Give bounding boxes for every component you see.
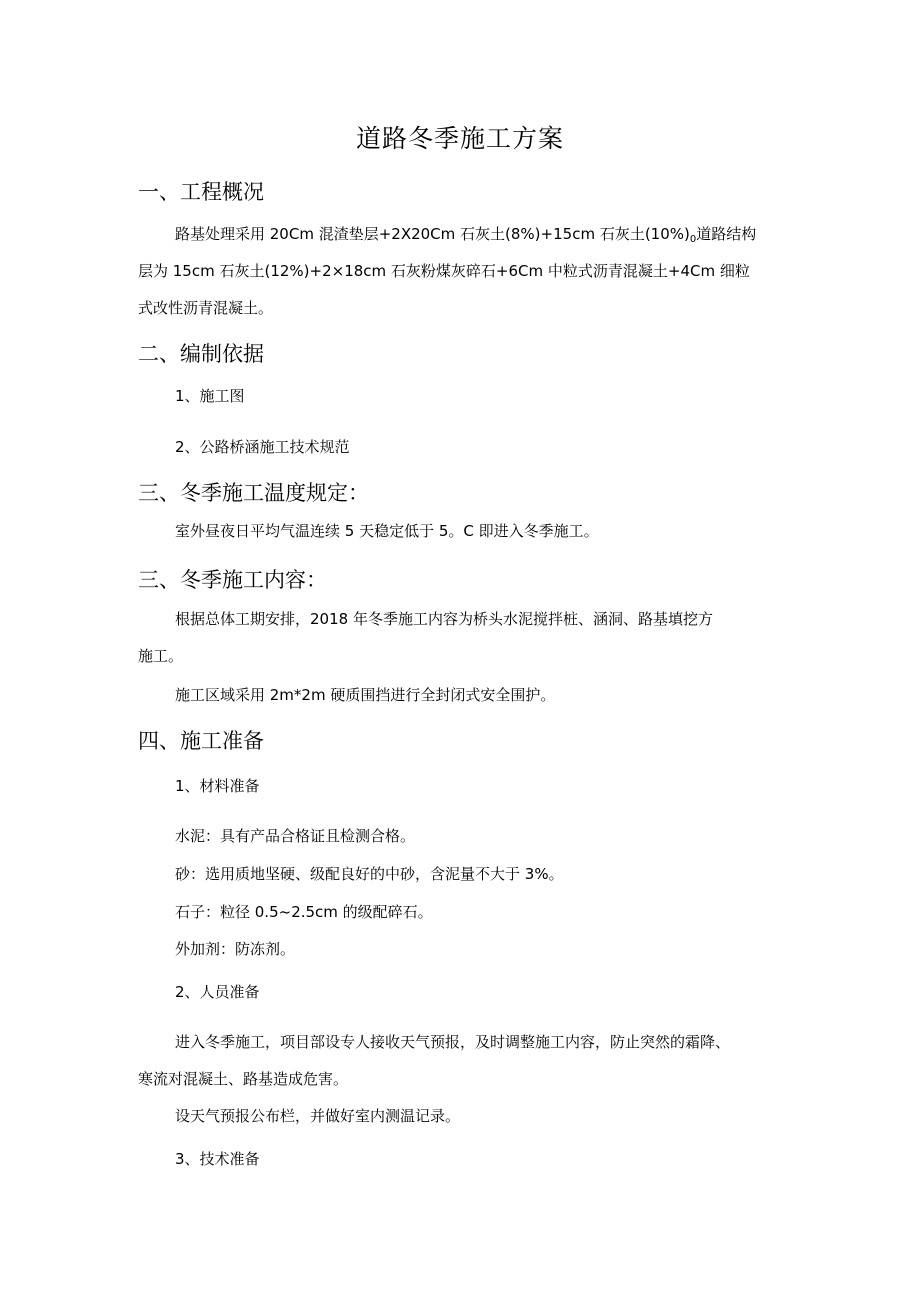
document-title: 道路冬季施工方案 bbox=[355, 124, 564, 153]
subheading-technical: 3、技术准备 bbox=[175, 1150, 260, 1168]
overview-line-3: 式改性沥青混凝土。 bbox=[138, 299, 274, 317]
overview-line-1-main: 路基处理采用 20Cm 混渣垫层+2X20Cm 石灰土(8%)+15cm 石灰土(10%) bbox=[175, 225, 690, 243]
enclosure-paragraph: 施工区域采用 2m*2m 硬质围挡进行全封闭式安全围护。 bbox=[175, 686, 556, 704]
section-heading-temperature: 三、冬季施工温度规定： bbox=[138, 481, 369, 505]
subheading-personnel: 2、人员准备 bbox=[175, 983, 260, 1001]
subheading-materials: 1、材料准备 bbox=[175, 777, 260, 795]
material-cement: 水泥：具有产品合格证且检测合格。 bbox=[175, 827, 416, 845]
content-paragraph-line-1: 根据总体工期安排，2018 年冬季施工内容为桥头水泥搅拌桩、涵洞、路基填挖方 bbox=[175, 610, 713, 628]
section-heading-overview: 一、工程概况 bbox=[138, 180, 264, 204]
section-heading-basis: 二、编制依据 bbox=[138, 342, 264, 366]
basis-item-2: 2、公路桥涵施工技术规范 bbox=[175, 438, 350, 456]
weather-board-paragraph: 设天气预报公布栏，并做好室内测温记录。 bbox=[175, 1107, 461, 1125]
overview-line-1-tail: 道路结构 bbox=[696, 225, 757, 243]
personnel-paragraph-line-1: 进入冬季施工，项目部设专人接收天气预报，及时调整施工内容，防止突然的霜降、 bbox=[175, 1033, 731, 1051]
personnel-paragraph-line-2: 寒流对混凝土、路基造成危害。 bbox=[138, 1070, 349, 1088]
temperature-paragraph: 室外昼夜日平均气温连续 5 天稳定低于 5。C 即进入冬季施工。 bbox=[175, 522, 599, 540]
material-additive: 外加剂：防冻剂。 bbox=[175, 940, 296, 958]
overview-paragraph bbox=[138, 216, 788, 327]
material-sand: 砂：选用质地坚硬、级配良好的中砂，含泥量不大于 3%。 bbox=[175, 865, 564, 883]
basis-item-1: 1、施工图 bbox=[175, 387, 245, 405]
section-heading-preparation: 四、施工准备 bbox=[138, 729, 264, 753]
material-stone: 石子：粒径 0.5~2.5cm 的级配碎石。 bbox=[175, 903, 433, 921]
section-heading-content: 三、冬季施工内容： bbox=[138, 568, 327, 592]
overview-line-1-subscript: 0 bbox=[689, 234, 697, 245]
content-paragraph-line-2: 施工。 bbox=[138, 647, 184, 665]
overview-line-2: 层为 15cm 石灰土(12%)+2×18cm 石灰粉煤灰碎石+6Cm 中粒式沥青混凝土+4Cm 细粒 bbox=[138, 262, 750, 280]
overview-line-1 bbox=[138, 216, 788, 253]
